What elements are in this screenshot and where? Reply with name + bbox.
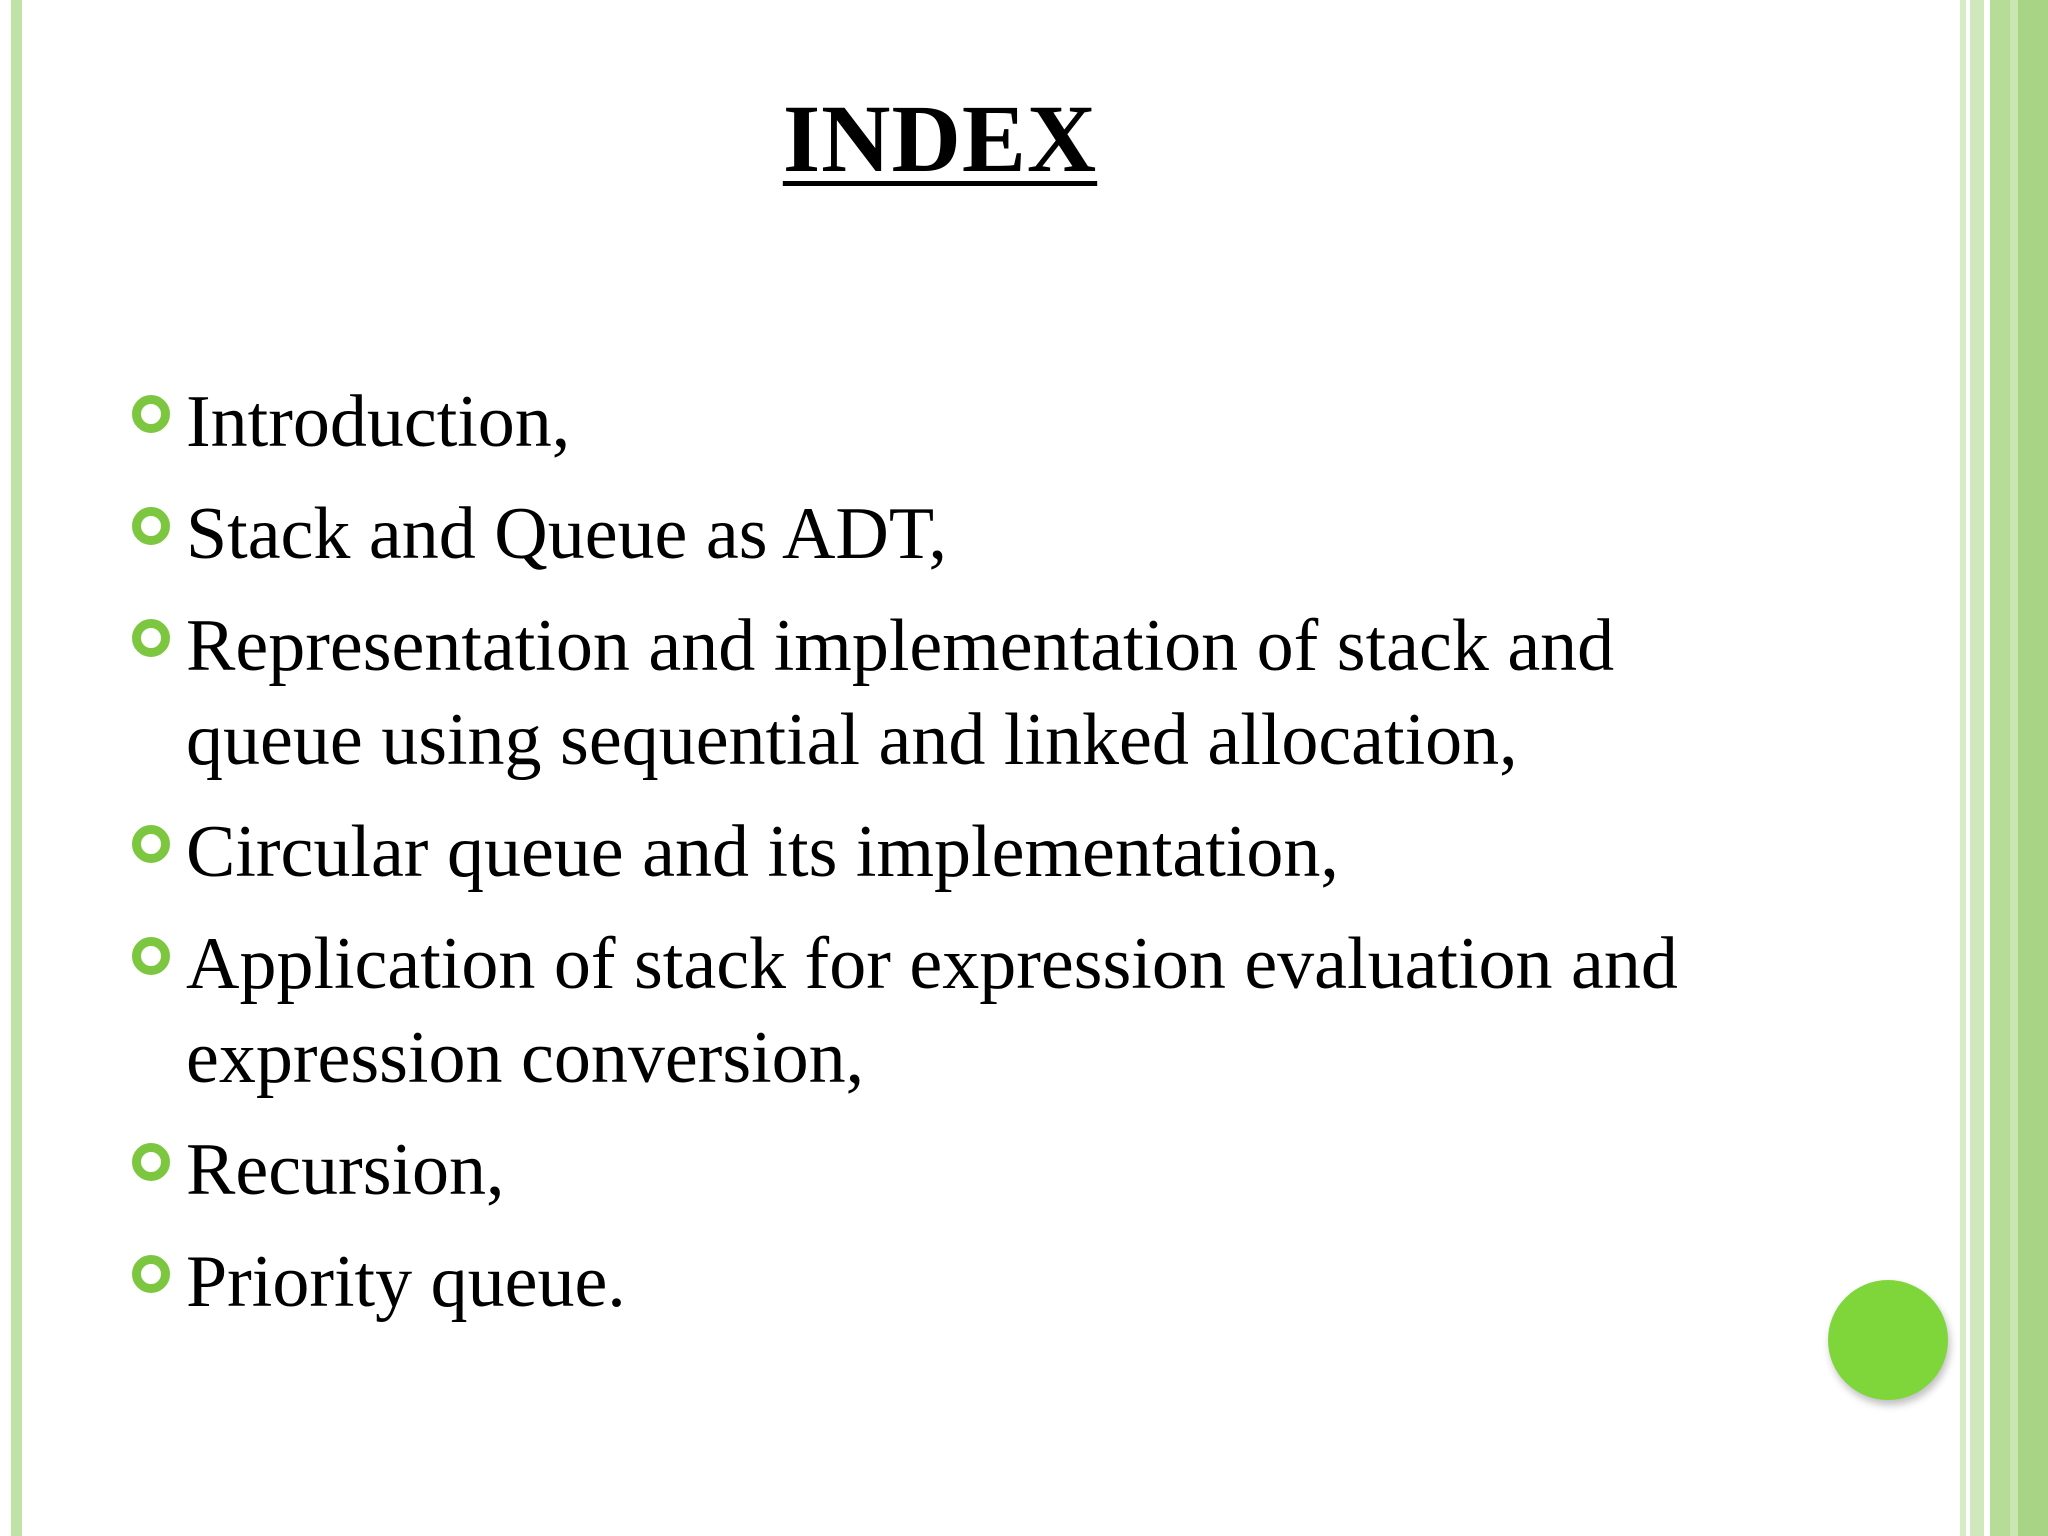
bullet-item — [130, 1235, 1770, 1329]
circle-outline-icon — [132, 937, 170, 975]
bullet-text: Application of stack for expression evaluation and expression conversion, — [186, 923, 1678, 1099]
left-border-stripe — [11, 0, 22, 1536]
circle-outline-icon — [132, 825, 170, 863]
border-stripe — [2018, 0, 2048, 1536]
slide-title: INDEX — [782, 85, 1098, 192]
border-stripe — [1970, 0, 1984, 1536]
bullet-text: Stack and Queue as ADT, — [186, 493, 948, 575]
bullet-item — [130, 1123, 1770, 1217]
circle-outline-icon — [132, 507, 170, 545]
bullet-list — [130, 375, 1770, 1347]
bullet-text: Recursion, — [186, 1129, 505, 1211]
right-border-stripes — [1960, 0, 2048, 1536]
circle-outline-icon — [132, 619, 170, 657]
bullet-text: Priority queue. — [186, 1241, 626, 1323]
bullet-text: Circular queue and its implementation, — [186, 811, 1339, 893]
bullet-item — [130, 917, 1770, 1105]
circle-outline-icon — [132, 1255, 170, 1293]
border-stripe — [1990, 0, 2010, 1536]
circle-outline-icon — [132, 395, 170, 433]
bullet-item — [130, 599, 1770, 787]
bullet-item — [130, 805, 1770, 899]
border-stripe — [2010, 0, 2018, 1536]
bullet-text: Representation and implementation of stack and queue using sequential and linked allocation, — [186, 605, 1615, 781]
green-circle-icon — [1828, 1280, 1948, 1400]
circle-outline-icon — [132, 1143, 170, 1181]
bullet-item — [130, 375, 1770, 469]
bullet-text: Introduction, — [186, 381, 571, 463]
bullet-item — [130, 487, 1770, 581]
